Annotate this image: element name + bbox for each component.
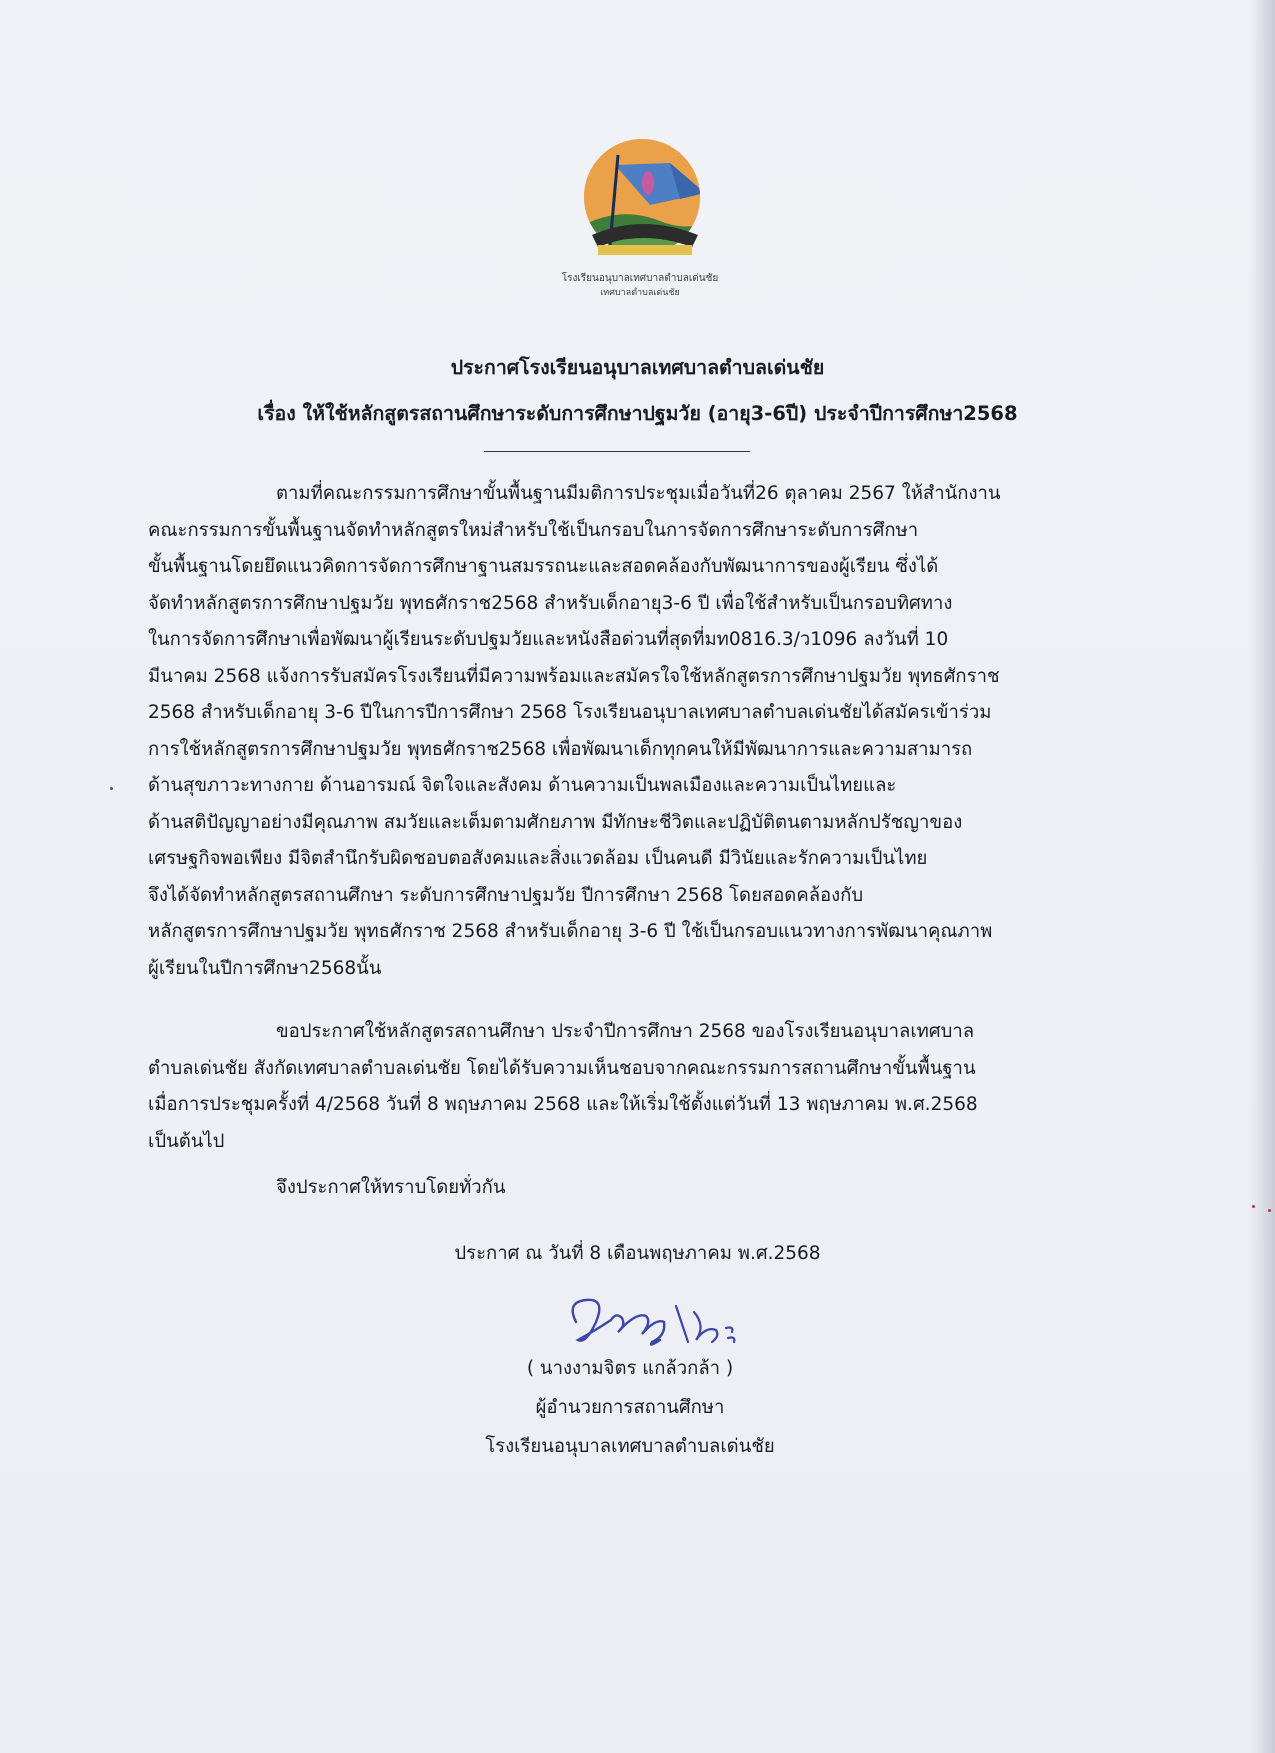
paragraph-line: ตามที่คณะกรรมการศึกษาขั้นพื้นฐานมีมติการประชุมเมื่อวันที่26 ตุลาคม 2567 ให้สำนักงาน bbox=[276, 483, 1001, 504]
paragraph-line: หลักสูตรการศึกษาปฐมวัย พุทธศักราช 2568 สำหรับเด็กอายุ 3-6 ปี ใช้เป็นกรอบแนวทางการพัฒนาคุณภาพ bbox=[148, 921, 993, 942]
title-divider bbox=[484, 451, 750, 452]
page-edge-shadow bbox=[1249, 0, 1275, 1753]
announcement-subject: เรื่อง ให้ใช้หลักสูตรสถานศึกษาระดับการศึกษาปฐมวัย (อายุ3-6ปี) ประจำปีการศึกษา2568 bbox=[257, 402, 1018, 425]
paragraph-line: เศรษฐกิจพอเพียง มีจิตสำนึกรับผิดชอบตอสังคมและสิ่งแวดล้อม เป็นคนดี มีวินัยและรักความเป็นไทย bbox=[148, 848, 928, 869]
paragraph-line: จึงได้จัดทำหลักสูตรสถานศึกษา ระดับการศึกษาปฐมวัย ปีการศึกษา 2568 โดยสอดคล้องกับ bbox=[148, 884, 864, 906]
paragraph-line: การใช้หลักสูตรการศึกษาปฐมวัย พุทธศักราช2568 เพื่อพัฒนาเด็กทุกคนให้มีพัฒนาการและความสามารถ bbox=[148, 738, 973, 760]
paper-speck bbox=[1268, 1209, 1271, 1212]
signatory-position: ผู้อำนวยการสถานศึกษา bbox=[535, 1397, 725, 1418]
paragraph-line: ในการจัดการศึกษาเพื่อพัฒนาผู้เรียนระดับปฐมวัยและหนังสือด่วนที่สุดที่มท0816.3/ว1096 ลงวันที่ 10 bbox=[148, 629, 949, 650]
paragraph-line: เมื่อการประชุมครั้งที่ 4/2568 วันที่ 8 พฤษภาคม 2568 และให้เริ่มใช้ตั้งแต่วันที่ 13 พฤษภาคม พ.ศ.2568 bbox=[148, 1094, 978, 1115]
paragraph-line: ด้านสติปัญญาอย่างมีคุณภาพ สมวัยและเต็มตามศักยภาพ มีทักษะชีวิตและปฏิบัติตนตามหลักปรัชญาของ bbox=[148, 811, 963, 833]
paragraph-line: มีนาคม 2568 แจ้งการรับสมัครโรงเรียนที่มีความพร้อมและสมัครใจใช้หลักสูตรการศึกษาปฐมวัย พุทธศักราช bbox=[148, 665, 1000, 687]
paragraph-line: ขั้นพื้นฐานโดยยึดแนวคิดการจัดการศึกษาฐานสมรรถนะและสอดคล้องกับพัฒนาการของผู้เรียน ซึ่งได้ bbox=[148, 556, 939, 577]
logo-caption-1: โรงเรียนอนุบาลเทศบาลตำบลเด่นชัย bbox=[561, 273, 719, 284]
handwritten-signature bbox=[556, 1282, 766, 1362]
paragraph-line: ขอประกาศใช้หลักสูตรสถานศึกษา ประจำปีการศึกษา 2568 ของโรงเรียนอนุบาลเทศบาล bbox=[276, 1021, 975, 1042]
paper-speck bbox=[110, 787, 113, 790]
paragraph-line: ด้านสุขภาวะทางกาย ด้านอารมณ์ จิตใจและสังคม ด้านความเป็นพลเมืองและความเป็นไทยและ bbox=[148, 775, 897, 796]
body-paragraph-3 bbox=[148, 1170, 1088, 1207]
body-paragraph-1 bbox=[148, 476, 1088, 987]
signatory-organization: โรงเรียนอนุบาลเทศบาลตำบลเด่นชัย bbox=[485, 1436, 775, 1457]
paragraph-line: จัดทำหลักสูตรการศึกษาปฐมวัย พุทธศักราช2568 สำหรับเด็กอายุ3-6 ปี เพื่อใช้สำหรับเป็นกรอบทิศทาง bbox=[148, 592, 953, 614]
logo-caption-2: เทศบาลตำบลเด่นชัย bbox=[600, 288, 680, 298]
paragraph-line: จึงประกาศให้ทราบโดยทั่วกัน bbox=[276, 1177, 506, 1198]
announcement-date: ประกาศ ณ วันที่ 8 เดือนพฤษภาคม พ.ศ.2568 bbox=[454, 1243, 821, 1264]
body-paragraph-2 bbox=[148, 1014, 1088, 1160]
paper-speck bbox=[1252, 1205, 1255, 1208]
paragraph-line: ตำบลเด่นชัย สังกัดเทศบาลตำบลเด่นชัย โดยได้รับความเห็นชอบจากคณะกรรมการสถานศึกษาขั้นพื้นฐาน bbox=[148, 1057, 976, 1079]
announcement-title: ประกาศโรงเรียนอนุบาลเทศบาลตำบลเด่นชัย bbox=[450, 356, 825, 379]
signatory-name: ( นางงามจิตร แกล้วกล้า ) bbox=[526, 1358, 734, 1379]
school-logo bbox=[520, 135, 760, 310]
paragraph-line: เป็นต้นไป bbox=[148, 1130, 225, 1152]
paragraph-line: ผู้เรียนในปีการศึกษา2568นั้น bbox=[148, 957, 382, 979]
paragraph-line: คณะกรรมการขั้นพื้นฐานจัดทำหลักสูตรใหม่สำหรับใช้เป็นกรอบในการจัดการศึกษาระดับการศึกษา bbox=[148, 519, 919, 541]
paragraph-line: 2568 สำหรับเด็กอายุ 3-6 ปีในการปีการศึกษา 2568 โรงเรียนอนุบาลเทศบาลตำบลเด่นชัยได้สมัครเข้าร่วม bbox=[148, 702, 992, 723]
